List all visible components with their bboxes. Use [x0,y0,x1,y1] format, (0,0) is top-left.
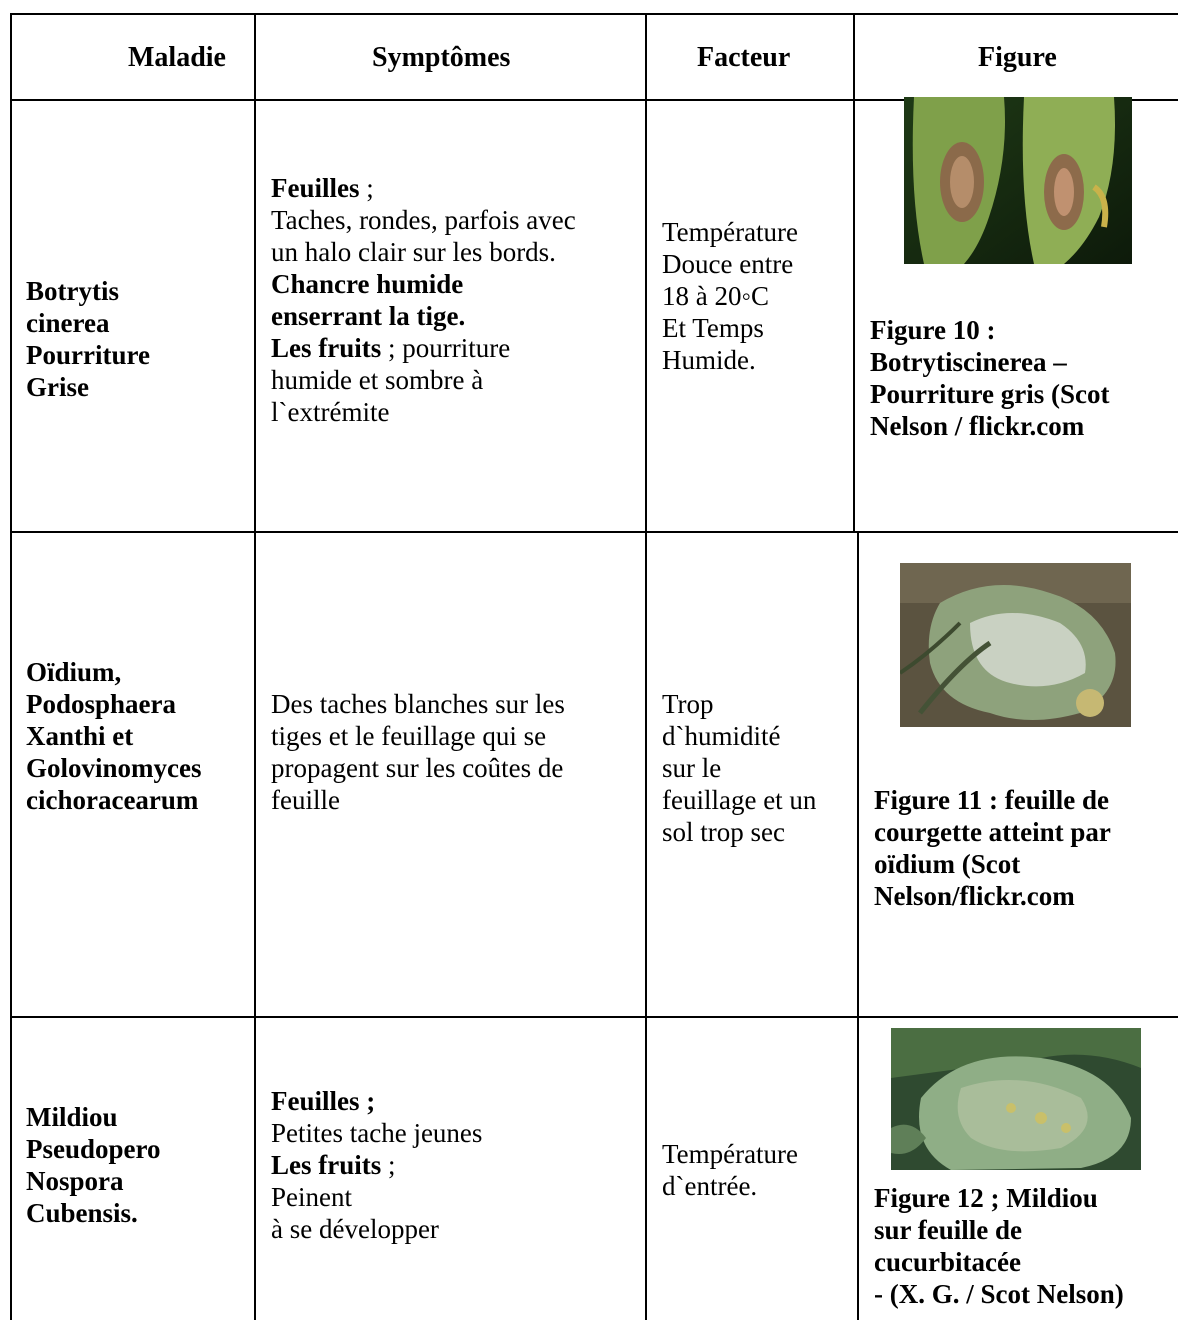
row3-facteur: Température d`entrée. [662,1139,799,1201]
table-border-top [10,13,1178,15]
row3-symptomes: Feuilles ; Petites tache jeunes Les fruits ; Peinent à se développer [271,1086,483,1244]
header-maladie: Maladie [128,42,226,73]
row2-maladie: Oïdium, Podosphaera Xanthi et Golovinomyces cichoracearum [26,657,202,815]
figure-12-image [891,1028,1141,1170]
figure-11-image [900,563,1131,727]
header-symptomes: Symptômes [372,42,511,73]
row2-divider [10,1016,1178,1018]
header-facteur: Facteur [697,42,791,73]
row2-symptomes: Des taches blanches sur les tiges et le feuillage qui se propagent sur les coûtes de feuille [271,689,565,815]
figure-10-caption: Figure 10 : Botrytiscinerea – Pourriture gris (Scot Nelson / flickr.com [870,315,1110,441]
row2-facteur: Trop d`humidité sur le feuillage et un sol trop sec [662,689,817,847]
figure-11-caption: Figure 11 : feuille de courgette atteint par oïdium (Scot Nelson/flickr.com [874,785,1111,911]
col-divider-3b [857,531,859,1320]
figure-10-image [904,97,1132,264]
header-row-divider-right [1130,99,1178,101]
figure-12-caption: Figure 12 ; Mildiou sur feuille de cucurbitacée - (X. G. / Scot Nelson) [874,1183,1124,1309]
table-border-left [10,13,12,1320]
header-figure: Figure [978,42,1057,73]
col-divider-3a [853,13,855,531]
row1-divider [10,531,1178,533]
row3-maladie: Mildiou Pseudopero Nospora Cubensis. [26,1102,161,1228]
header-row-divider [10,99,905,101]
row1-facteur: Température Douce entre 18 à 20◦C Et Temps Humide. [662,217,799,375]
row1-symptomes: Feuilles ; Taches, rondes, parfois avec un halo clair sur les bords. Chancre humide enserrant la tige. Les fruits ; pourriture humide et sombre à l`extrémite [271,173,576,427]
col-divider-2 [645,13,647,1320]
col-divider-1 [254,13,256,1320]
row1-maladie: Botrytis cinerea Pourriture Grise [26,276,150,402]
